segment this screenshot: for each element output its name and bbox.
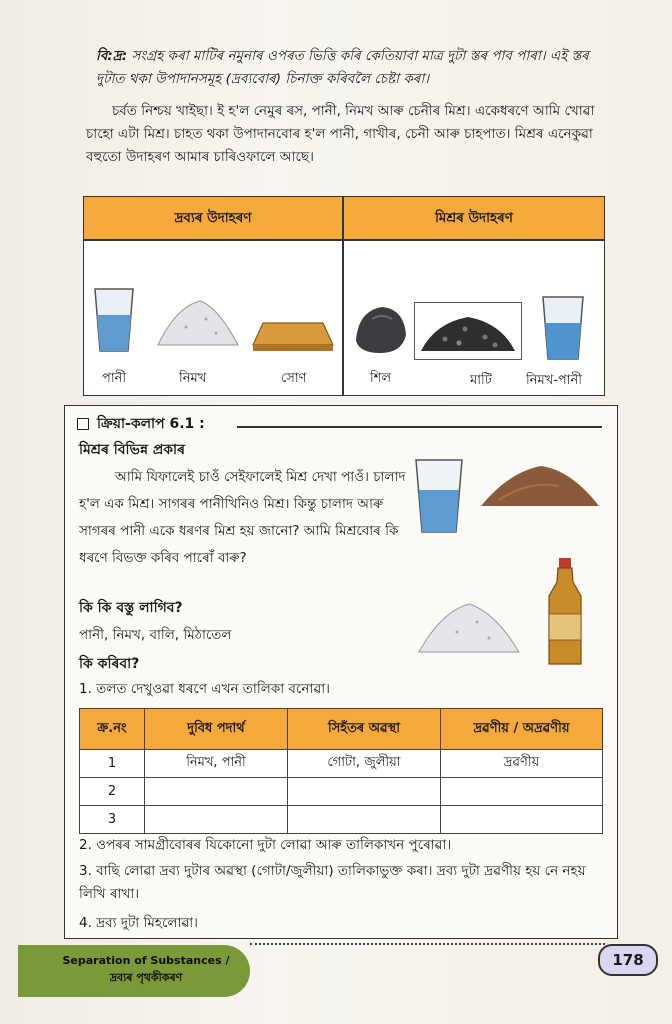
col-solubility: দ্ৰৱণীয় / অদ্ৰৱণীয় bbox=[441, 709, 603, 750]
note-paragraph bbox=[96, 45, 616, 91]
oil-bottle-icon bbox=[543, 556, 587, 668]
table-cell: দ্ৰৱণীয় bbox=[441, 750, 603, 778]
soil-pile-icon bbox=[415, 303, 521, 359]
salt-water-glass-icon bbox=[540, 293, 586, 363]
activity-paragraph: আমি যিফালেই চাওঁ সেইফালেই মিশ্ৰ দেখা পাওঁ। চালাদ হ'ল এক মিশ্ৰ। সাগৰৰ পানীখিনিও মিশ্ৰ। কিন্তু চালাদ আৰু সাগৰৰ পানী একে ধৰণৰ মিশ্ৰ হয় জানো? আমি মিশ্ৰবোৰ কি ধৰণে বিভক্ত কৰিব পাৰোঁ বাৰু? bbox=[79, 469, 406, 566]
activity-title-text: ক্ৰিয়া-কলাপ 6.1 : bbox=[97, 416, 205, 432]
dotted-rule bbox=[250, 943, 605, 945]
table-cell bbox=[441, 778, 603, 806]
water-glass-icon bbox=[92, 285, 136, 355]
activity-subtitle: মিশ্ৰৰ বিভিন্ন প্ৰকাৰ bbox=[79, 442, 186, 458]
page-number: 178 bbox=[598, 944, 658, 976]
column-divider bbox=[342, 197, 344, 395]
step-3: 3. বাছি লোৱা দ্ৰব্য দুটাৰ অৱস্থা (গোটা/জুলীয়া) তালিকাভুক্ত কৰা। দ্ৰব্য দুটা দ্ৰৱণীয় হয় নে নহয় লিখি ৰাখা। bbox=[79, 863, 586, 902]
gold-bar-icon bbox=[249, 319, 335, 353]
todo-heading: কি কৰিবা? bbox=[79, 656, 140, 672]
step-2: 2. ওপৰৰ সামগ্ৰীবোৰৰ যিকোনো দুটা লোৱা আৰু তালিকাখন পুৰোৱা। bbox=[79, 837, 452, 853]
header-divider bbox=[84, 239, 604, 241]
table-header-row bbox=[80, 709, 603, 750]
table-row bbox=[80, 806, 603, 834]
soil-box bbox=[414, 302, 522, 360]
table-cell: নিমখ, পানী bbox=[145, 750, 288, 778]
table-row bbox=[80, 778, 603, 806]
table-cell bbox=[145, 806, 288, 834]
step-4: 4. দ্ৰব্য দুটা মিহলোৱা। bbox=[79, 915, 199, 931]
substance-header: দ্ৰব্যৰ উদাহৰণ bbox=[84, 197, 342, 239]
substance-label-salt: নিমখ bbox=[179, 371, 207, 386]
materials-list: পানী, নিমখ, বালি, মিঠাতেল bbox=[79, 627, 232, 643]
step-1: 1. তলত দেখুওৱা ধৰণে এখন তালিকা বনোৱা। bbox=[79, 681, 330, 697]
table-cell bbox=[441, 806, 603, 834]
title-rule bbox=[237, 426, 602, 428]
activity-table bbox=[79, 708, 603, 834]
table-cell bbox=[145, 778, 288, 806]
examples-table bbox=[83, 196, 605, 396]
substance-label-water: পানী bbox=[102, 371, 127, 386]
chapter-label bbox=[46, 952, 246, 986]
note-text: সংগ্ৰহ কৰা মাটিৰ নমুনাৰ ওপৰত ভিত্তি কৰি কেতিয়াবা মাত্ৰ দুটা স্তৰ পাব পাৰা। এই স্তৰ দুটাত থকা উপাদানসমূহ (দ্ৰব্যবোৰ) চিনাক্ত কৰিবলৈ চেষ্টা কৰা। bbox=[96, 48, 589, 87]
mixture-label-saltwater: নিমখ-পানী bbox=[526, 373, 582, 388]
col-serial: ক্ৰ.নং bbox=[80, 709, 145, 750]
mixture-label-stone: শিল bbox=[370, 371, 392, 386]
table-cell: 2 bbox=[80, 778, 145, 806]
salt-pile-icon bbox=[156, 297, 240, 347]
salt-pile-icon bbox=[417, 598, 521, 656]
substance-label-gold: সোণ bbox=[281, 371, 307, 386]
table-row bbox=[80, 750, 603, 778]
intro-paragraph: চৰ্বত নিশ্চয় খাইছা। ই হ'ল নেমুৰ ৰস, পানী, নিমখ আৰু চেনীৰ মিশ্ৰ। একেধৰণে আমি খোৱা চাহো এটা মিশ্ৰ। চাহত থকা উপাদানবোৰ হ'ল পানী, গাখীৰ, চেনী আৰু চাহপাত। মিশ্ৰৰ এনেকুৱা বহুতো উদাহৰণ আমাৰ চাৰিওফালে আছে। bbox=[86, 103, 595, 165]
chapter-title-en: Separation of Substances / bbox=[62, 954, 230, 967]
col-state: সিহঁতৰ অৱস্থা bbox=[288, 709, 441, 750]
chapter-title-as: দ্ৰব্যৰ পৃথকীকৰণ bbox=[109, 971, 183, 984]
rock-icon bbox=[352, 301, 410, 355]
table-cell: 1 bbox=[80, 750, 145, 778]
checkbox-icon bbox=[77, 418, 89, 430]
materials-heading: কি কি বস্তু লাগিব? bbox=[79, 600, 183, 616]
mixture-label-soil: মাটি bbox=[470, 373, 492, 388]
water-glass-icon bbox=[413, 456, 465, 536]
table-cell bbox=[288, 778, 441, 806]
activity-title bbox=[77, 412, 205, 436]
mixture-header: মিশ্ৰৰ উদাহৰণ bbox=[344, 197, 604, 239]
note-label: বি:দ্র: bbox=[96, 48, 128, 64]
sand-pile-icon bbox=[479, 460, 601, 510]
col-substances: দুবিধ পদাৰ্থ bbox=[145, 709, 288, 750]
table-cell: গোটা, জুলীয়া bbox=[288, 750, 441, 778]
table-cell: 3 bbox=[80, 806, 145, 834]
table-cell bbox=[288, 806, 441, 834]
activity-box bbox=[64, 405, 618, 939]
